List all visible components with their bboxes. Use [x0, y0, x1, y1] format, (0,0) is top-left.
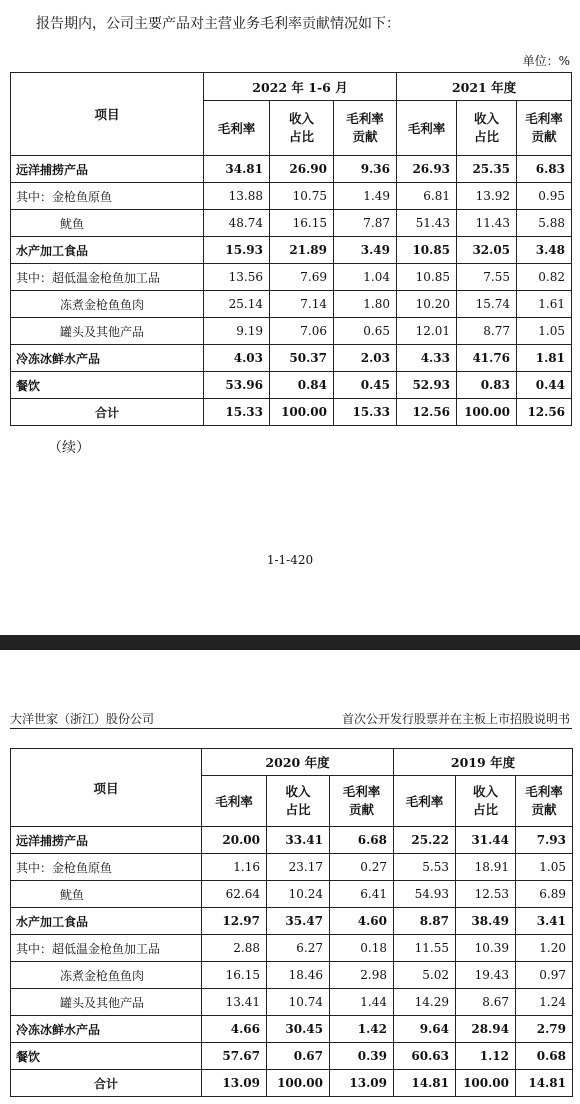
unit-label: 单位：%: [522, 54, 570, 68]
value-cell: 7.06: [270, 318, 334, 345]
row-label: 其中：金枪鱼原鱼: [11, 183, 204, 210]
value-cell: 20.00: [202, 827, 267, 854]
value-cell: 0.67: [267, 1043, 330, 1070]
value-cell: 18.91: [456, 854, 516, 881]
header-rule: [10, 728, 572, 729]
value-cell: 0.95: [517, 183, 572, 210]
value-cell: 10.85: [397, 264, 457, 291]
page-divider: [0, 635, 580, 650]
value-cell: 33.41: [267, 827, 330, 854]
value-cell: 28.94: [456, 1016, 516, 1043]
value-cell: 15.33: [334, 399, 397, 426]
value-cell: 31.44: [456, 827, 516, 854]
value-cell: 0.45: [334, 372, 397, 399]
value-cell: 25.22: [394, 827, 456, 854]
value-cell: 54.93: [394, 881, 456, 908]
value-cell: 51.43: [397, 210, 457, 237]
value-cell: 10.75: [270, 183, 334, 210]
value-cell: 10.24: [267, 881, 330, 908]
value-cell: 12.53: [456, 881, 516, 908]
value-cell: 0.18: [330, 935, 394, 962]
value-cell: 12.56: [397, 399, 457, 426]
value-cell: 57.67: [202, 1043, 267, 1070]
document-header: 首次公开发行股票并在主板上市招股说明书: [341, 712, 570, 726]
value-cell: 0.27: [330, 854, 394, 881]
page-number: 1-1-420: [266, 553, 314, 567]
value-cell: 100.00: [456, 1070, 516, 1097]
value-cell: 50.37: [270, 345, 334, 372]
value-cell: 60.63: [394, 1043, 456, 1070]
row-label: 冻煮金枪鱼鱼肉: [11, 291, 204, 318]
col-header: 收入 占比: [456, 776, 516, 827]
value-cell: 2.88: [202, 935, 267, 962]
value-cell: 13.09: [330, 1070, 394, 1097]
item-header: 项目: [11, 73, 204, 156]
value-cell: 8.77: [457, 318, 517, 345]
table-row: [11, 318, 572, 345]
value-cell: 1.12: [456, 1043, 516, 1070]
row-label: 冻煮金枪鱼鱼肉: [11, 962, 202, 989]
value-cell: 26.93: [397, 156, 457, 183]
value-cell: 19.43: [456, 962, 516, 989]
intro-paragraph: 报告期内，公司主要产品对主营业务毛利率贡献情况如下：: [36, 16, 400, 32]
value-cell: 14.81: [516, 1070, 573, 1097]
value-cell: 9.19: [204, 318, 270, 345]
value-cell: 0.65: [334, 318, 397, 345]
value-cell: 26.90: [270, 156, 334, 183]
value-cell: 1.44: [330, 989, 394, 1016]
row-label: 冷冻冰鲜水产品: [11, 1016, 202, 1043]
gross-margin-table-2022-2021: [10, 72, 572, 426]
col-header: 毛利率 贡献: [330, 776, 394, 827]
table-row: [11, 881, 573, 908]
row-label: 水产加工食品: [11, 237, 204, 264]
value-cell: 0.97: [516, 962, 573, 989]
value-cell: 1.42: [330, 1016, 394, 1043]
value-cell: 10.74: [267, 989, 330, 1016]
value-cell: 0.83: [457, 372, 517, 399]
period-header: 2020 年度: [202, 749, 394, 776]
value-cell: 10.85: [397, 237, 457, 264]
value-cell: 23.17: [267, 854, 330, 881]
value-cell: 1.61: [517, 291, 572, 318]
value-cell: 1.05: [517, 318, 572, 345]
table-row: [11, 1070, 573, 1097]
value-cell: 1.04: [334, 264, 397, 291]
value-cell: 1.05: [516, 854, 573, 881]
value-cell: 25.35: [457, 156, 517, 183]
value-cell: 3.41: [516, 908, 573, 935]
period-header: 2019 年度: [394, 749, 573, 776]
table-row: [11, 935, 573, 962]
value-cell: 53.96: [204, 372, 270, 399]
col-header: 毛利率: [204, 101, 270, 156]
value-cell: 5.88: [517, 210, 572, 237]
row-label: 鱿鱼: [11, 881, 202, 908]
value-cell: 15.33: [204, 399, 270, 426]
value-cell: 12.97: [202, 908, 267, 935]
value-cell: 12.56: [517, 399, 572, 426]
value-cell: 5.53: [394, 854, 456, 881]
col-header: 毛利率 贡献: [517, 101, 572, 156]
value-cell: 34.81: [204, 156, 270, 183]
value-cell: 15.74: [457, 291, 517, 318]
value-cell: 1.16: [202, 854, 267, 881]
col-header: 收入 占比: [270, 101, 334, 156]
value-cell: 48.74: [204, 210, 270, 237]
value-cell: 6.89: [516, 881, 573, 908]
period-header: 2021 年度: [397, 73, 572, 101]
value-cell: 2.79: [516, 1016, 573, 1043]
value-cell: 6.83: [517, 156, 572, 183]
table-row: [11, 1043, 573, 1070]
value-cell: 14.81: [394, 1070, 456, 1097]
table-row: [11, 962, 573, 989]
company-header: 大洋世家（浙江）股份公司: [10, 712, 155, 726]
value-cell: 0.84: [270, 372, 334, 399]
value-cell: 1.20: [516, 935, 573, 962]
value-cell: 4.60: [330, 908, 394, 935]
row-label: 合计: [11, 1070, 202, 1097]
row-label: 鱿鱼: [11, 210, 204, 237]
col-header: 毛利率 贡献: [334, 101, 397, 156]
value-cell: 7.14: [270, 291, 334, 318]
item-header: 项目: [11, 749, 202, 827]
period-header: 2022 年 1-6 月: [204, 73, 397, 101]
value-cell: 1.24: [516, 989, 573, 1016]
value-cell: 35.47: [267, 908, 330, 935]
value-cell: 16.15: [202, 962, 267, 989]
value-cell: 3.48: [517, 237, 572, 264]
value-cell: 2.03: [334, 345, 397, 372]
row-label: 罐头及其他产品: [11, 989, 202, 1016]
value-cell: 11.43: [457, 210, 517, 237]
value-cell: 4.03: [204, 345, 270, 372]
col-header: 收入 占比: [267, 776, 330, 827]
table-row: [11, 854, 573, 881]
table-row: [11, 1016, 573, 1043]
value-cell: 52.93: [397, 372, 457, 399]
value-cell: 0.82: [517, 264, 572, 291]
value-cell: 13.92: [457, 183, 517, 210]
value-cell: 0.68: [516, 1043, 573, 1070]
table-row: [11, 399, 572, 426]
value-cell: 1.81: [517, 345, 572, 372]
value-cell: 6.41: [330, 881, 394, 908]
row-label: 远洋捕捞产品: [11, 156, 204, 183]
value-cell: 25.14: [204, 291, 270, 318]
row-label: 罐头及其他产品: [11, 318, 204, 345]
value-cell: 6.68: [330, 827, 394, 854]
col-header: 毛利率: [394, 776, 456, 827]
value-cell: 8.67: [456, 989, 516, 1016]
value-cell: 21.89: [270, 237, 334, 264]
value-cell: 9.64: [394, 1016, 456, 1043]
table-row: [11, 291, 572, 318]
value-cell: 41.76: [457, 345, 517, 372]
table-row: [11, 989, 573, 1016]
value-cell: 38.49: [456, 908, 516, 935]
value-cell: 16.15: [270, 210, 334, 237]
table-row: [11, 210, 572, 237]
col-header: 毛利率: [397, 101, 457, 156]
value-cell: 13.56: [204, 264, 270, 291]
value-cell: 100.00: [270, 399, 334, 426]
table-row: [11, 345, 572, 372]
value-cell: 11.55: [394, 935, 456, 962]
value-cell: 7.69: [270, 264, 334, 291]
value-cell: 100.00: [267, 1070, 330, 1097]
row-label: 远洋捕捞产品: [11, 827, 202, 854]
col-header: 收入 占比: [457, 101, 517, 156]
value-cell: 2.98: [330, 962, 394, 989]
value-cell: 32.05: [457, 237, 517, 264]
value-cell: 5.02: [394, 962, 456, 989]
table-row: [11, 156, 572, 183]
value-cell: 6.27: [267, 935, 330, 962]
value-cell: 12.01: [397, 318, 457, 345]
value-cell: 8.87: [394, 908, 456, 935]
value-cell: 7.87: [334, 210, 397, 237]
continued-label: （续）: [48, 440, 90, 456]
row-label: 冷冻冰鲜水产品: [11, 345, 204, 372]
col-header: 毛利率: [202, 776, 267, 827]
table-row: [11, 183, 572, 210]
value-cell: 9.36: [334, 156, 397, 183]
value-cell: 0.39: [330, 1043, 394, 1070]
value-cell: 3.49: [334, 237, 397, 264]
value-cell: 0.44: [517, 372, 572, 399]
value-cell: 13.41: [202, 989, 267, 1016]
row-label: 其中：超低温金枪鱼加工品: [11, 264, 204, 291]
value-cell: 1.80: [334, 291, 397, 318]
table-row: [11, 827, 573, 854]
value-cell: 13.09: [202, 1070, 267, 1097]
row-label: 餐饮: [11, 1043, 202, 1070]
value-cell: 100.00: [457, 399, 517, 426]
value-cell: 18.46: [267, 962, 330, 989]
value-cell: 10.39: [456, 935, 516, 962]
row-label: 餐饮: [11, 372, 204, 399]
row-label: 合计: [11, 399, 204, 426]
value-cell: 4.33: [397, 345, 457, 372]
value-cell: 13.88: [204, 183, 270, 210]
table-row: [11, 908, 573, 935]
row-label: 其中：超低温金枪鱼加工品: [11, 935, 202, 962]
value-cell: 4.66: [202, 1016, 267, 1043]
value-cell: 10.20: [397, 291, 457, 318]
table-row: [11, 264, 572, 291]
table-row: [11, 237, 572, 264]
value-cell: 1.49: [334, 183, 397, 210]
gross-margin-table-2020-2019: [10, 748, 573, 1097]
row-label: 其中：金枪鱼原鱼: [11, 854, 202, 881]
value-cell: 7.55: [457, 264, 517, 291]
value-cell: 7.93: [516, 827, 573, 854]
value-cell: 30.45: [267, 1016, 330, 1043]
value-cell: 14.29: [394, 989, 456, 1016]
value-cell: 6.81: [397, 183, 457, 210]
value-cell: 15.93: [204, 237, 270, 264]
col-header: 毛利率 贡献: [516, 776, 573, 827]
value-cell: 62.64: [202, 881, 267, 908]
table-row: [11, 372, 572, 399]
row-label: 水产加工食品: [11, 908, 202, 935]
